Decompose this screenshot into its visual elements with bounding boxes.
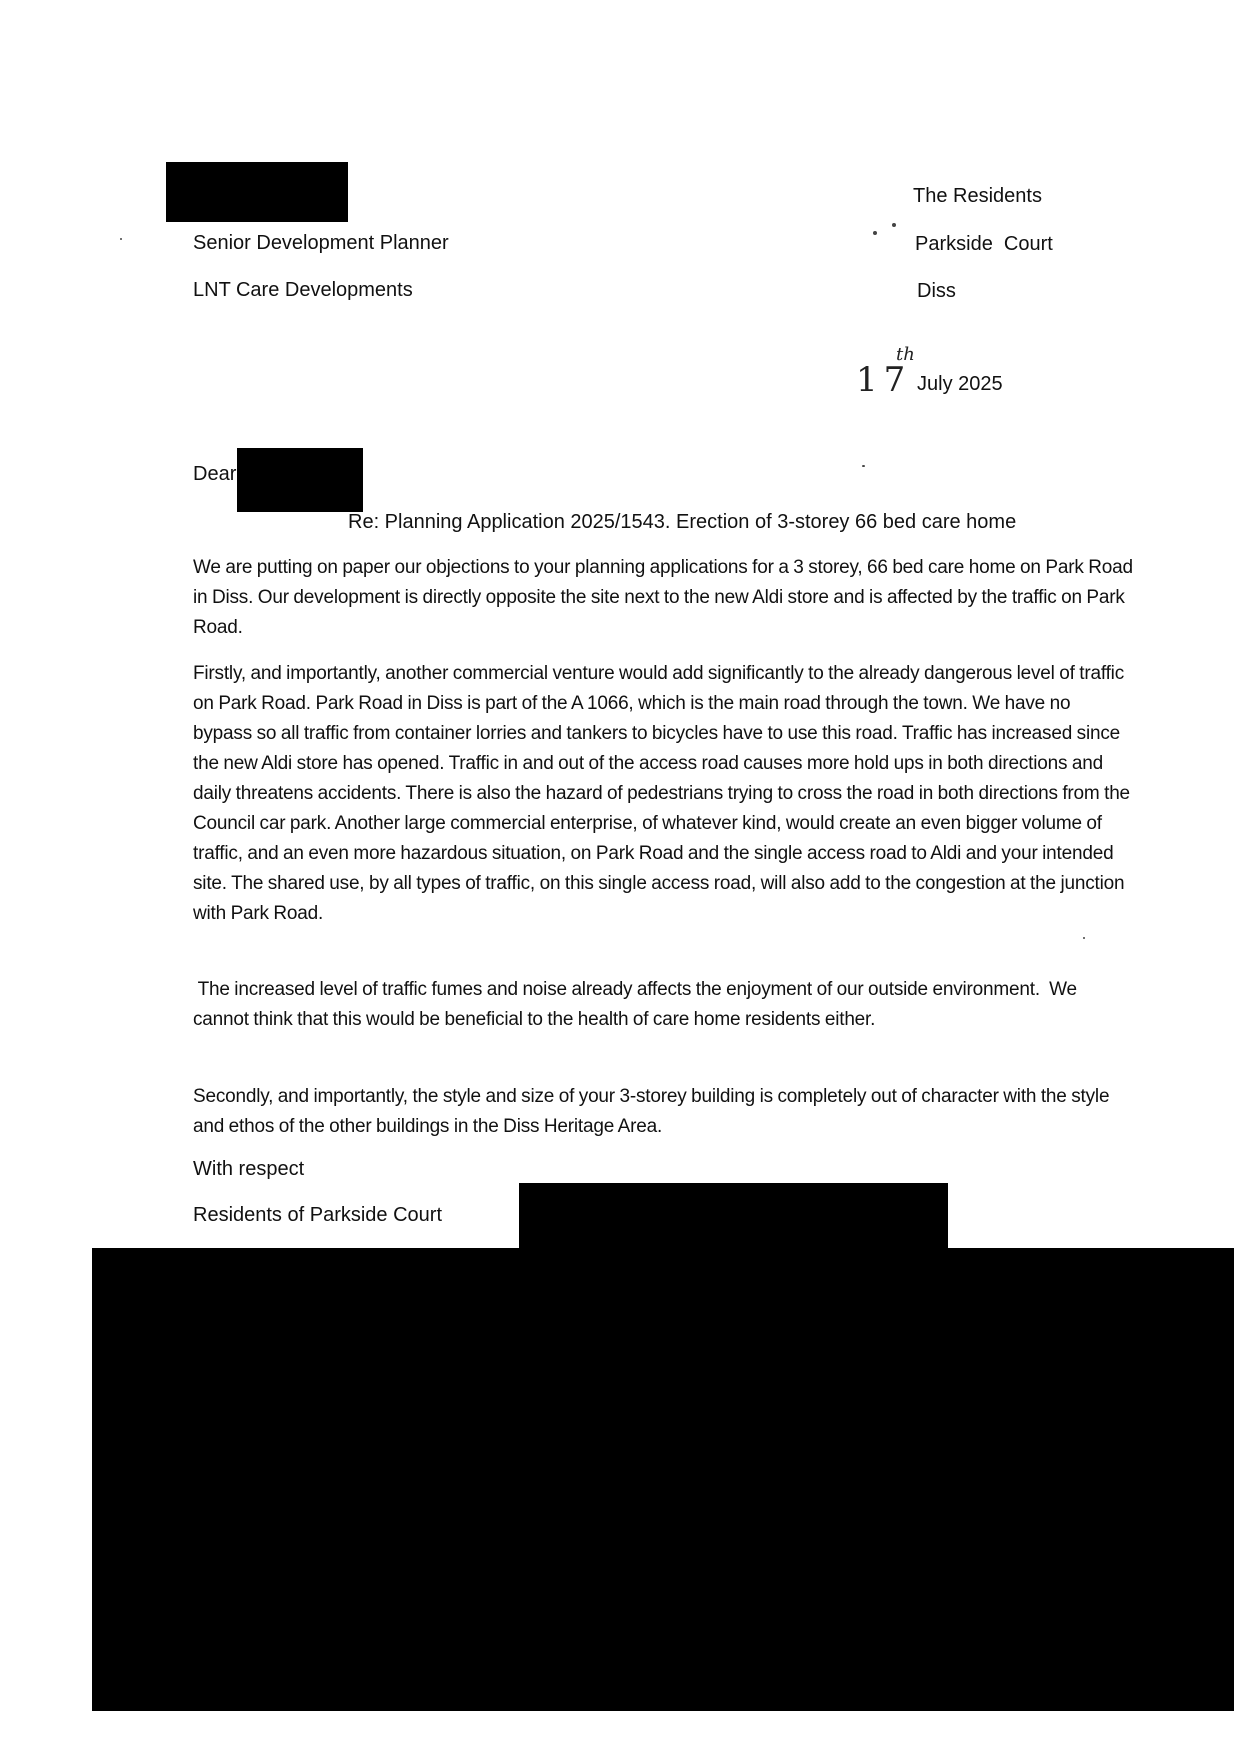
sender-line-3: Diss [917, 280, 956, 302]
date-month-year: July 2025 [917, 373, 1003, 395]
scan-speck [120, 238, 122, 240]
redacted-signature-names [519, 1183, 948, 1251]
signature-line: Residents of Parkside Court [193, 1204, 443, 1226]
scan-speck [892, 223, 896, 227]
body-paragraph-3: The increased level of traffic fumes and noise already affects the enjoyment of our outside environment. We cannot think that this would be beneficial to the health of care home residents either. [193, 979, 1082, 1030]
scan-speck [1083, 937, 1085, 939]
salutation: Dear [193, 463, 237, 485]
sender-line-1: The Residents [913, 185, 1042, 207]
subject-line: Re: Planning Application 2025/1543. Erection of 3-storey 66 bed care home [348, 511, 1017, 533]
scan-speck [873, 231, 877, 235]
redacted-signature-block [92, 1248, 1234, 1711]
date-day-handwritten: 17 [856, 360, 912, 400]
date-suffix-handwritten: th [896, 344, 915, 365]
redacted-salutation-name [237, 448, 363, 512]
body-paragraph-4: Secondly, and importantly, the style and size of your 3-storey building is completely out of character with the style and ethos of the other buildings in the Diss Heritage Area. [193, 1086, 1110, 1137]
recipient-title: Senior Development Planner [193, 232, 449, 254]
scan-speck [862, 465, 865, 467]
closing: With respect [193, 1158, 305, 1180]
body-paragraph-1: We are putting on paper our objections to your planning applications for a 3 storey, 66 bed care home on Park Road in Diss. Our development is directly opposite the site next to the new Aldi store and is affected by the traffic on Park Road. [193, 557, 1133, 638]
redacted-recipient-name [166, 162, 348, 222]
body-paragraph-2: Firstly, and importantly, another commercial venture would add significantly to the already dangerous level of traffic on Park Road. Park Road in Diss is part of the A 1066, which is the main road through the town. We have no bypass so all traffic from container lorries and tankers to bicycles have to use this road. Traffic has increased since the new Aldi store has opened. Traffic in and out of the access road causes more hold ups in both directions and daily threatens accidents. There is also the hazard of pedestrians trying to cross the road in both directions from the Council car park. Another large commercial enterprise, of whatever kind, would create an even bigger volume of traffic, and an even more hazardous situation, on Park Road and the single access road to Aldi and your intended site. The shared use, by all types of traffic, on this single access road, will also add to the congestion at the junction with Park Road. [193, 663, 1130, 924]
recipient-company: LNT Care Developments [193, 279, 413, 301]
sender-line-2: Parkside Court [915, 233, 1053, 255]
